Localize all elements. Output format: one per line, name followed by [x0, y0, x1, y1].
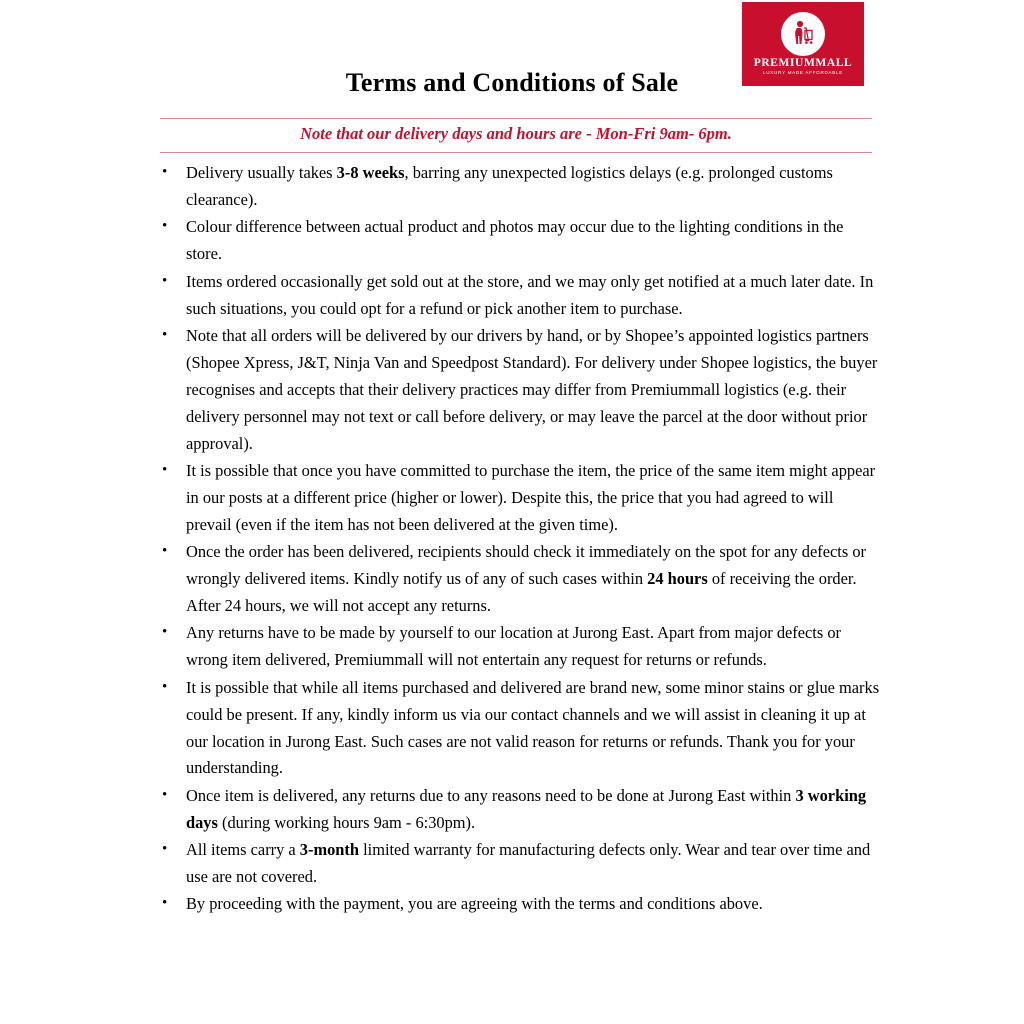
- terms-list-item: [152, 269, 882, 323]
- delivery-hours-note: Note that our delivery days and hours are - Mon-Fri 9am- 6pm.: [300, 124, 732, 143]
- terms-list-item: [152, 620, 882, 674]
- logo-tagline: LUXURY MADE AFFORDABLE: [762, 70, 844, 76]
- body-text: Colour difference between actual product and photos may occur due to the lighting conditions in the store.: [186, 217, 844, 264]
- body-text: Note that all orders will be delivered by our drivers by hand, or by Shopee’s appointed logistics partners (Shopee Xpress, J&T, Ninja Van and Speedpost Standard). For delivery under Shopee logistics, the buyer recognises and accepts that their delivery practices may differ from Premiummall logistics (e.g. their delivery personnel may not text or call before delivery, or may leave the parcel at the door without prior approval).: [186, 325, 878, 453]
- body-text: Delivery usually takes: [186, 163, 337, 182]
- terms-list-item: [152, 214, 882, 268]
- body-text: Once item is delivered, any returns due to any reasons need to be done at Jurong East within: [186, 785, 796, 805]
- page-title: Terms and Conditions of Sale: [345, 68, 679, 97]
- emphasis-text: 3 working days: [186, 785, 867, 832]
- body-text: , barring any unexpected logistics delays (e.g. prolonged customs clearance).: [186, 163, 833, 209]
- terms-list-item: [152, 160, 882, 214]
- emphasis-text: 3-month: [299, 840, 359, 860]
- divider-bottom: [160, 152, 872, 153]
- terms-list-item: [152, 675, 882, 783]
- body-text: It is possible that once you have committed to purchase the item, the price of the same item might appear in our posts at a different price (higher or lower). Despite this, the price that you had agreed to will prevail (even if the item has not been delivered at the given time).: [186, 460, 876, 534]
- body-text: of receiving the order. After 24 hours, we will not accept any returns.: [186, 569, 857, 615]
- emphasis-text: 24 hours: [647, 569, 708, 589]
- body-text: By proceeding with the payment, you are agreeing with the terms and conditions above.: [186, 894, 763, 914]
- terms-list-item: [152, 539, 882, 620]
- body-text: Items ordered occasionally get sold out at the store, and we may only get notified at a much later date. In such situations, you could opt for a refund or pick another item to purchase.: [186, 271, 874, 318]
- body-text: Once the order has been delivered, recipients should check it immediately on the spot for any defects or wrongly delivered items. Kindly notify us of any of such cases within: [186, 542, 866, 589]
- logo-wordmark: PREMIUMMALL: [753, 56, 853, 69]
- body-text: It is possible that while all items purchased and delivered are brand new, some minor stains or glue marks could be present. If any, kindly inform us via our contact channels and we will assist in cleaning it up at our location in Jurong East. Such cases are not valid reason for returns or refunds. Thank you for your understanding.: [186, 677, 880, 778]
- body-text: (during working hours 9am - 6:30pm).: [217, 812, 476, 832]
- emphasis-text: 3-8 weeks: [336, 163, 405, 182]
- terms-list-item: [152, 783, 882, 837]
- body-text: limited warranty for manufacturing defects only. Wear and tear over time and use are not covered.: [186, 840, 871, 887]
- terms-list-item: [152, 323, 882, 458]
- divider-top: [160, 118, 872, 119]
- terms-list-item: [152, 891, 882, 918]
- woman-with-shopping-trolley-icon: [781, 12, 825, 56]
- terms-list: [152, 160, 882, 918]
- terms-list-item: [152, 837, 882, 891]
- terms-list-item: [152, 458, 882, 539]
- body-text: All items carry a: [186, 840, 300, 860]
- body-text: Any returns have to be made by yourself to our location at Jurong East. Apart from major defects or wrong item delivered, Premiummall will not entertain any request for returns or refunds.: [186, 623, 841, 670]
- terms-content: [152, 160, 882, 919]
